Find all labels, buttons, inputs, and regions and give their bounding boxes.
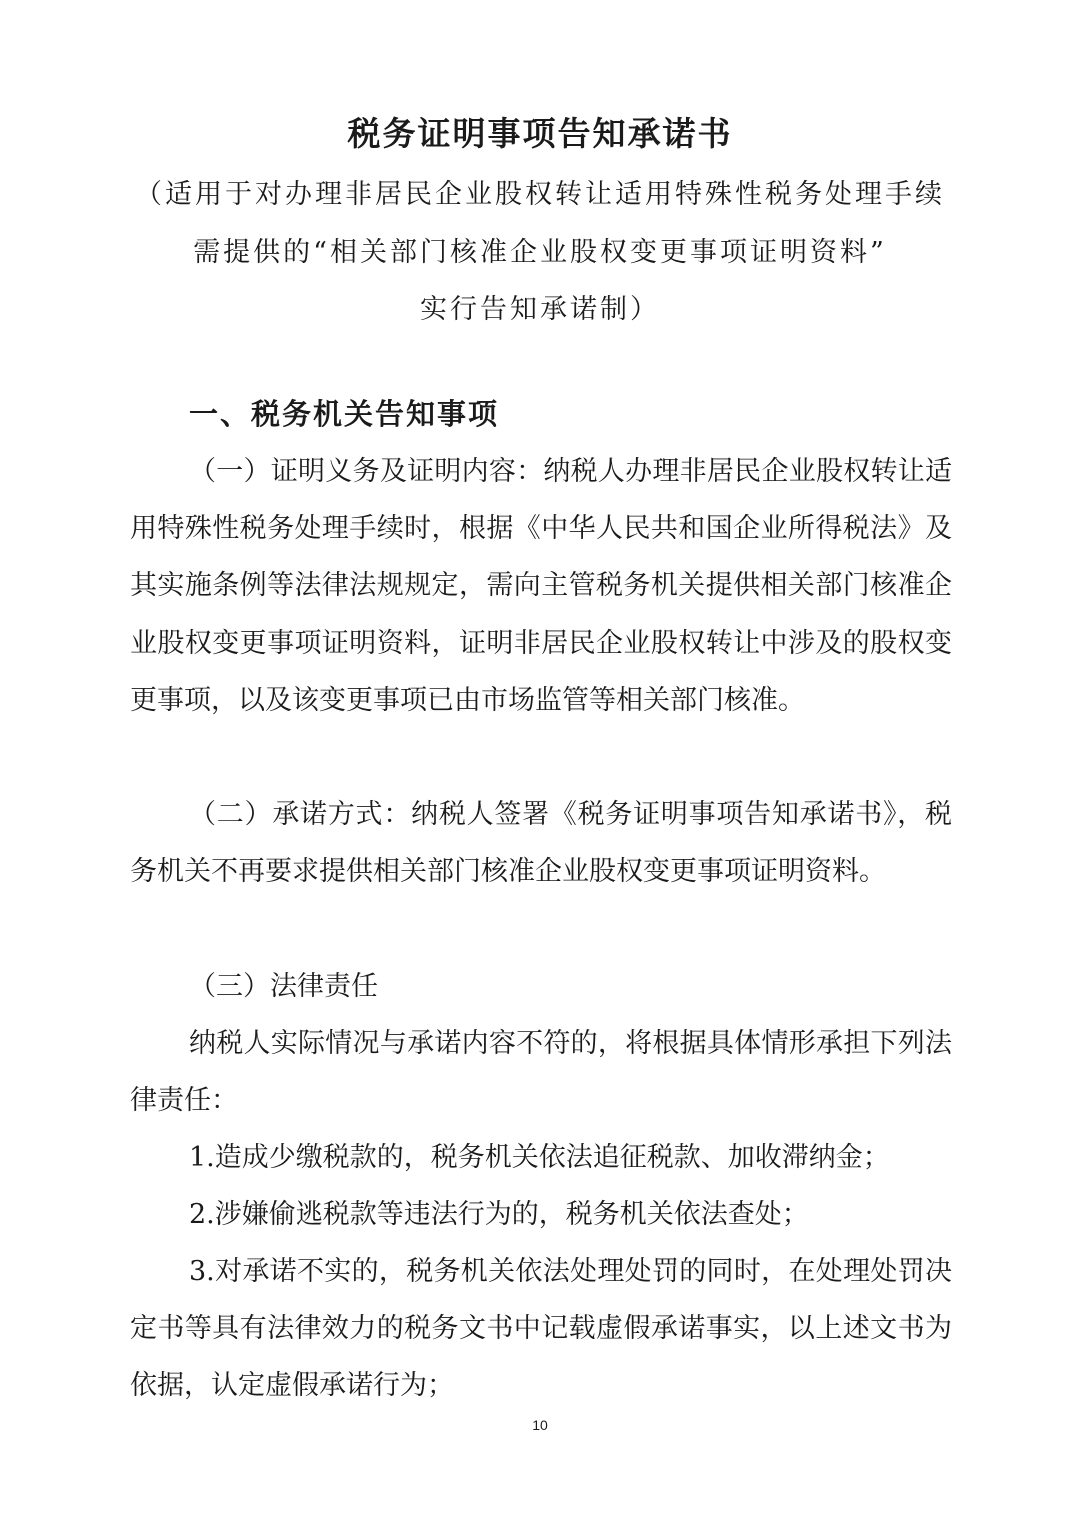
subtitle-line-2: 需提供的“相关部门核准企业股权变更事项证明资料”: [193, 237, 887, 268]
list-item-3: 3.对承诺不实的，税务机关依法处理处罚的同时，在处理处罚决定书等具有法律效力的税务文书中记载虚假承诺事实，以上述文书为依据，认定虚假承诺行为；: [130, 1256, 952, 1402]
document-title: 税务证明事项告知承诺书: [347, 114, 733, 153]
paragraph-commitment-method: （二）承诺方式：纳税人签署《税务证明事项告知承诺书》，税务机关不再要求提供相关部门核准企业股权变更事项证明资料。: [130, 799, 952, 888]
paragraph-legal-liability-intro: 纳税人实际情况与承诺内容不符的，将根据具体情形承担下列法律责任：: [130, 1028, 952, 1117]
paragraph-proof-obligation: （一）证明义务及证明内容：纳税人办理非居民企业股权转让适用特殊性税务处理手续时，根据《中华人民共和国企业所得税法》及其实施条例等法律法规规定，需向主管税务机关提供相关部门核准企业股权变更事项证明资料，证明非居民企业股权转让中涉及的股权变更事项，以及该变更事项已由市场监管等相关部门核准。: [130, 456, 952, 716]
page-number: 10: [532, 1417, 548, 1433]
subtitle-line-3: 实行告知承诺制）: [420, 294, 660, 325]
section-heading-tax-notice: 一、税务机关告知事项: [189, 397, 500, 431]
subtitle-line-1: （适用于对办理非居民企业股权转让适用特殊性税务处理手续: [135, 179, 945, 210]
list-item-2: 2.涉嫌偷逃税款等违法行为的，税务机关依法查处；: [189, 1199, 809, 1230]
paragraph-legal-liability-heading: （三）法律责任: [189, 971, 378, 1002]
list-item-1: 1.造成少缴税款的，税务机关依法追征税款、加收滞纳金；: [189, 1142, 890, 1173]
